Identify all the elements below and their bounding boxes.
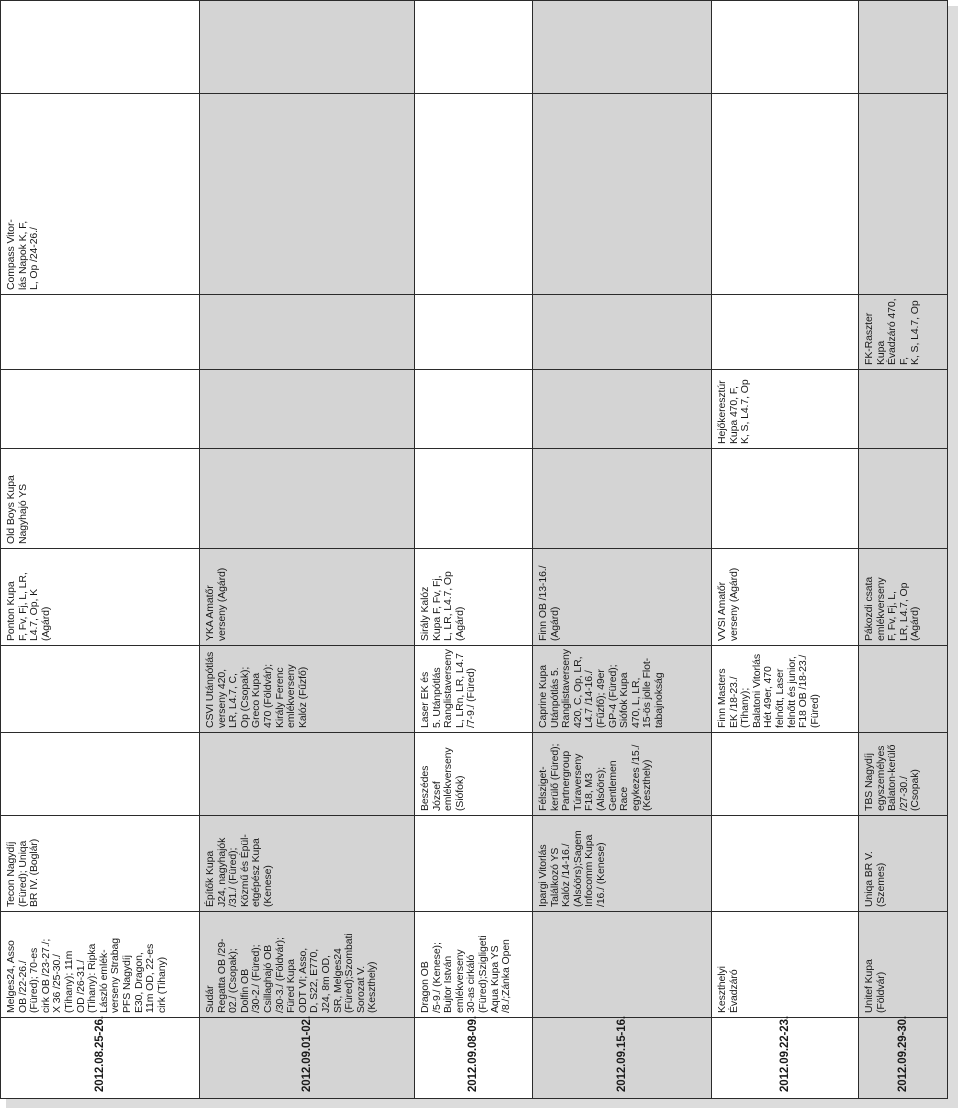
date-label: 2012.09.15-16. xyxy=(615,1016,628,1092)
date-label: 2012.09.08-09. xyxy=(467,1016,479,1092)
row-divider xyxy=(0,448,948,449)
event-cell: Finn Masters EK /18-23./ (Tihany); Balatoni Vitorlás Hét 49er, 470 felnőtt, Laser felnőtt és junior, F18 OB /18-23./ (Füred) xyxy=(716,654,821,728)
date-label: 2012.08.25-26. xyxy=(93,1016,106,1092)
column-shading xyxy=(532,0,711,1098)
table-right-border xyxy=(947,0,948,1098)
event-cell: FK-Raszter Kupa Évadzáró 470, F, K, S, L4.7, Op xyxy=(863,298,922,365)
row-divider xyxy=(0,815,948,816)
event-cell: Ipargi Vitorlás Találkozó YS Kalóz /14-16./ (Alsóörs);Sagem Infocomm Kupa /16./ (Kenese) xyxy=(537,830,607,907)
event-cell: Sudár Regatta OB /29- 02./ (Csopak); Dolfin OB /30-2./ (Füred); Csillaghajó OB /30-3./ (Földvár); Füred Kupa ODT VI; Asso, D, S22, E770, J24, 8m OD, SR, Melges24 (Füred);Szombati Sorozat V. (Keszthely) xyxy=(204,933,379,1013)
row-divider xyxy=(0,732,948,733)
event-cell: Keszthelyi Évadzáró xyxy=(716,966,740,1013)
event-cell: Építők Kupa J24, nagyhajók /31./ (Füred); Közmű és Épül- etgépész Kupa (Kenese) xyxy=(204,834,274,907)
event-cell: YKA Amatőr verseny (Agárd) xyxy=(204,567,228,641)
row-divider xyxy=(0,93,948,94)
event-cell: Tecon Nagydíj (Füred); Uniqa BR IV. (Boglár) xyxy=(5,838,41,907)
row-divider xyxy=(0,911,948,912)
column-divider xyxy=(199,0,200,1098)
column-divider xyxy=(0,0,1,1098)
date-label: 2012.09.29-30. xyxy=(897,1016,909,1092)
column-divider xyxy=(858,0,859,1098)
row-divider xyxy=(0,294,948,295)
event-cell: VVSI Amatőr verseny (Agárd) xyxy=(716,567,740,641)
event-cell: Unitef Kupa (Földvár) xyxy=(863,959,887,1013)
event-cell: Pákozdi csata emlékverseny F, Fv, Fj, L, LR, L4.7, Op (Agárd) xyxy=(863,576,922,641)
event-cell: Caprine Kupa Utánpótlás 5. Ranglistaverseny 420, C, Op, LR, L4.7 /14-16./ (Fűzfő); 49er GP-4 (Füred); Siófok Kupa 470, L, LR, 15-ös jolle Flot- tabajnokság xyxy=(537,649,665,728)
event-cell: Old Boys Kupa Nagyhajó YS xyxy=(5,475,29,544)
event-cell: Uniqa BR V. (Szemes) xyxy=(863,851,887,907)
event-cell: Sirály Kalóz Kupa F, Fv, Fj, L, LR, L4.7, Op (Agárd) xyxy=(419,571,466,641)
event-cell: Hejőkeresztúr Kupa 470, F, K, S, L4.7, Op xyxy=(716,379,752,444)
row-divider xyxy=(0,645,948,646)
row-divider xyxy=(0,1098,948,1099)
column-divider xyxy=(414,0,415,1098)
row-divider xyxy=(0,548,948,549)
date-label: 2012.09.01-02. xyxy=(300,1016,313,1092)
event-cell: Félsziget- kerülő (Füred); Partnergroup Túraverseny F18, M3 (Alsóörs); Gentlemen Race egykezes /15./ (Keszthely) xyxy=(537,743,654,811)
event-cell: TBS Nagydíj egyszemélyes Balaton-kerülő /27-30./ (Csopak) xyxy=(863,744,922,811)
event-cell: Beszédes József emlékverseny (Siófok) xyxy=(419,747,466,811)
column-divider xyxy=(711,0,712,1098)
row-divider xyxy=(0,369,948,370)
event-cell: Finn OB /13-16./ (Agárd) xyxy=(537,565,561,641)
event-cell: Melges24, Asso OB /22-26./ (Füred); 70-es cirk OB /23-27./; X 36 /25-30./ (Tihany); 11m OD /26-31./ (Tihany): Ripka László emlék- verseny Strabag PFS Nagydíj E30, Dragon, 11m OD, 22-es cirk (Tihany) xyxy=(5,938,168,1013)
table-shadow-right xyxy=(948,6,958,1104)
date-label: 2012.09.22-23. xyxy=(778,1016,791,1092)
event-cell: Ponton Kupa F, Fv, Fj, L, LR, L4.7, Op, K (Agárd) xyxy=(5,572,52,641)
event-cell: Laser EK és 5. Utánpótlás Ranglistaverseny L, LRn, LR, L4.7 /7-9./ (Füred) xyxy=(419,649,478,728)
event-cell: CSVI Utánpótlás verseny 420, LR, L4.7, C, Op (Csopak); Greco Kupa 470 (Földvár); Király Ferenc emlékverseny Kalóz (Fűzfő) xyxy=(204,651,309,728)
table-shadow-bottom xyxy=(6,1098,958,1108)
event-cell: Compass Vitor- lás Napok K, F, L, Op /24-26./ xyxy=(5,219,41,290)
column-divider xyxy=(532,0,533,1098)
row-divider xyxy=(0,0,948,1)
event-cell: Dragon OB /5-9./ (Kenese); Bujtor István emlékverseny 30-as cirkáló (Füred);Szigligeti Aqua Kupa YS /8./;Zánka Open xyxy=(419,935,513,1013)
